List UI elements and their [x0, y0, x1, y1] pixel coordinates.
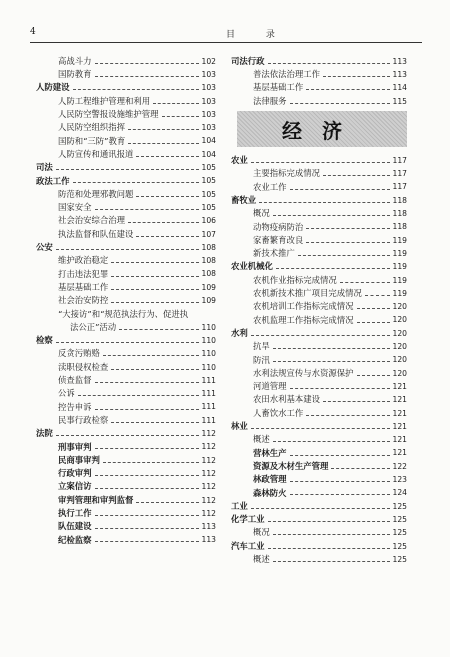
toc-leader-dots	[340, 282, 390, 283]
toc-entry-title: 防汛	[253, 354, 270, 365]
toc-entry-title: 农田水利基本建设	[253, 394, 320, 405]
toc-entry-title: 高战斗力	[58, 55, 92, 66]
toc-entry-page: 121	[392, 448, 407, 458]
toc-entry-page: 108	[201, 269, 216, 279]
toc-leader-dots	[56, 249, 199, 250]
toc-entry-page: 125	[392, 541, 407, 551]
toc-leader-dots	[290, 481, 390, 482]
toc-entry	[231, 204, 407, 217]
toc-entry-title: 农业	[231, 155, 248, 166]
toc-entry-page: 120	[392, 302, 407, 312]
toc-entry	[231, 191, 407, 204]
toc-leader-dots	[276, 268, 390, 269]
toc-entry-page: 106	[201, 216, 216, 226]
page-number: 4	[30, 27, 36, 37]
toc-entry	[231, 351, 407, 364]
toc-entry	[231, 178, 407, 191]
toc-entry-page: 117	[392, 155, 407, 165]
toc-leader-dots	[95, 63, 199, 64]
toc-entry	[36, 105, 216, 118]
toc-entry	[36, 398, 216, 411]
toc-entry	[231, 324, 407, 337]
toc-entry-title: 农业机械化	[231, 261, 273, 272]
toc-entry-title: 主要指标完成情况	[253, 168, 320, 179]
toc-leader-dots	[273, 561, 390, 562]
toc-entry-title: 基层基础工作	[253, 82, 304, 93]
toc-entry-title: 人防建设	[36, 82, 70, 93]
toc-leader-dots	[103, 462, 199, 463]
toc-entry	[36, 384, 216, 397]
toc-leader-dots	[268, 548, 390, 549]
toc-entry-page: 125	[392, 528, 407, 538]
toc-entry	[36, 65, 216, 78]
toc-leader-dots	[365, 295, 390, 296]
toc-entry-title: 汽车工业	[231, 540, 265, 551]
toc-leader-dots	[306, 89, 389, 90]
section-banner-economy	[237, 111, 407, 147]
toc-entry	[36, 212, 216, 225]
toc-leader-dots	[128, 222, 199, 223]
toc-entry	[231, 537, 407, 550]
toc-entry-page: 107	[201, 229, 216, 239]
toc-entry-title: 纪检监察	[58, 534, 92, 545]
toc-entry-page: 115	[392, 96, 407, 106]
toc-entry-page: 119	[392, 275, 407, 285]
toc-entry-title: 水利	[231, 327, 248, 338]
toc-entry	[36, 251, 216, 264]
toc-leader-dots	[298, 255, 390, 256]
toc-leader-dots	[259, 202, 389, 203]
toc-leader-dots	[136, 502, 198, 503]
toc-entry-title: 河道管理	[253, 381, 287, 392]
toc-entry	[231, 550, 407, 563]
toc-leader-dots	[273, 215, 390, 216]
toc-leader-dots	[111, 276, 198, 277]
toc-leader-dots	[306, 242, 389, 243]
toc-entry-title: 人防宣传和通讯报道	[58, 148, 134, 159]
toc-entry	[231, 92, 407, 105]
toc-entry-page: 110	[201, 349, 216, 359]
toc-entry-title: 刑事审判	[58, 441, 92, 452]
toc-entry	[36, 79, 216, 92]
toc-entry-page: 125	[392, 554, 407, 564]
toc-entry-title: 国防教育	[58, 69, 92, 80]
toc-entry	[231, 457, 407, 470]
toc-entry-title: 渎职侵权检查	[58, 361, 109, 372]
toc-entry	[231, 284, 407, 297]
toc-entry-title: 司法	[36, 162, 53, 173]
toc-entry-title: 公诉	[58, 388, 75, 399]
toc-entry-title: 林业	[231, 421, 248, 432]
toc-entry-title: 概况	[253, 527, 270, 538]
toc-entry-title: 资源及木材生产管理	[253, 460, 329, 471]
toc-entry	[36, 52, 216, 65]
toc-entry	[231, 484, 407, 497]
toc-entry-title: 社会治安综合治理	[58, 215, 125, 226]
toc-leader-dots	[119, 329, 198, 330]
toc-leader-dots	[56, 169, 199, 170]
toc-leader-dots	[128, 129, 199, 130]
header-rule	[30, 42, 422, 43]
toc-entry	[36, 464, 216, 477]
toc-entry-title: 立案信访	[58, 481, 92, 492]
toc-entry-page: 112	[201, 508, 216, 518]
toc-entry	[231, 497, 407, 510]
toc-entry	[36, 185, 216, 198]
toc-entry	[231, 52, 407, 65]
toc-entry-page: 113	[201, 522, 216, 532]
toc-entry-page: 105	[201, 189, 216, 199]
toc-entry-title: 化学工业	[231, 514, 265, 525]
toc-entry-title: 国防和“三防”教育	[58, 135, 126, 146]
toc-entry	[231, 164, 407, 177]
toc-entry-page: 110	[201, 322, 216, 332]
toc-entry	[36, 198, 216, 211]
toc-entry-title: 农机培训工作指标完成情况	[253, 301, 354, 312]
toc-entry	[36, 265, 216, 278]
toc-leader-dots	[251, 162, 390, 163]
toc-entry-page: 112	[201, 495, 216, 505]
toc-entry-page: 125	[392, 514, 407, 524]
toc-entry-page: 124	[392, 488, 407, 498]
toc-entry-title: 人畜饮水工作	[253, 407, 304, 418]
toc-entry	[36, 291, 216, 304]
toc-entry-title: 维护政治稳定	[58, 255, 109, 266]
toc-entry-page: 114	[392, 83, 407, 93]
toc-entry	[231, 337, 407, 350]
toc-entry-title: 反贪污贿赂	[58, 348, 100, 359]
toc-entry-page: 121	[392, 435, 407, 445]
toc-entry-page: 110	[201, 362, 216, 372]
toc-entry-page: 113	[201, 535, 216, 545]
toc-leader-dots	[111, 422, 198, 423]
toc-leader-dots	[290, 455, 390, 456]
toc-entry-page: 103	[201, 123, 216, 133]
toc-entry-title: 队伍建设	[58, 521, 92, 532]
toc-entry	[36, 438, 216, 451]
toc-column-right	[231, 52, 407, 563]
toc-entry-title: 森林防火	[253, 487, 287, 498]
toc-entry-page: 122	[392, 461, 407, 471]
toc-entry-title: 抗旱	[253, 341, 270, 352]
toc-entry-title: 民商事审判	[58, 454, 100, 465]
toc-entry-page: 108	[201, 256, 216, 266]
toc-leader-dots	[357, 322, 390, 323]
toc-entry-page: 111	[201, 389, 216, 399]
toc-entry	[231, 271, 407, 284]
toc-entry	[231, 231, 407, 244]
toc-leader-dots	[162, 116, 199, 117]
toc-entry	[231, 244, 407, 257]
toc-entry-page: 105	[201, 163, 216, 173]
toc-entry	[36, 451, 216, 464]
toc-entry-title: 执行工作	[58, 507, 92, 518]
toc-entry-title: 概况	[253, 208, 270, 219]
toc-leader-dots	[290, 494, 390, 495]
toc-entry-title: 国家安全	[58, 202, 92, 213]
toc-leader-dots	[95, 409, 199, 410]
toc-entry-title: 基层基础工作	[58, 281, 109, 292]
toc-entry	[36, 118, 216, 131]
toc-entry-page: 118	[392, 195, 407, 205]
toc-leader-dots	[95, 488, 199, 489]
toc-entry	[36, 331, 216, 344]
toc-entry-page: 120	[392, 328, 407, 338]
toc-entry-title: 营林生产	[253, 447, 287, 458]
toc-entry	[231, 417, 407, 430]
toc-entry	[36, 491, 216, 504]
toc-entry-title: 新技术推广	[253, 248, 295, 259]
toc-entry-title: 概述	[253, 553, 270, 564]
toc-entry-page: 119	[392, 288, 407, 298]
page-header	[30, 27, 422, 41]
toc-entry-page: 103	[201, 83, 216, 93]
toc-entry-page: 112	[201, 442, 216, 452]
toc-entry-page: 103	[201, 96, 216, 106]
toc-entry-page: 117	[392, 182, 407, 192]
toc-leader-dots	[56, 342, 199, 343]
toc-column-left	[36, 52, 216, 544]
toc-entry-title: 公安	[36, 242, 53, 253]
toc-entry-page: 121	[392, 408, 407, 418]
toc-entry	[231, 218, 407, 231]
toc-entry-page: 102	[201, 56, 216, 66]
toc-entry-title: 侦查监督	[58, 375, 92, 386]
toc-entry	[36, 238, 216, 251]
toc-entry-title: 概述	[253, 434, 270, 445]
toc-entry	[231, 444, 407, 457]
section-banner-title: 经济	[282, 118, 362, 143]
toc-entry-page: 119	[392, 235, 407, 245]
toc-entry-title: 法律服务	[253, 95, 287, 106]
toc-entry	[36, 305, 216, 318]
toc-entry	[36, 92, 216, 105]
toc-entry	[231, 65, 407, 78]
toc-entry	[231, 510, 407, 523]
toc-entry	[36, 318, 216, 331]
toc-entry	[36, 424, 216, 437]
toc-entry-title: 林政管理	[253, 474, 287, 485]
toc-entry-page: 121	[392, 421, 407, 431]
toc-entry-title: 检察	[36, 335, 53, 346]
toc-entry	[231, 151, 407, 164]
toc-leader-dots	[95, 382, 199, 383]
toc-entry	[231, 377, 407, 390]
toc-leader-dots	[136, 156, 198, 157]
toc-entry	[36, 145, 216, 158]
toc-leader-dots	[251, 428, 390, 429]
toc-entry-page: 105	[201, 202, 216, 212]
toc-leader-dots	[136, 196, 198, 197]
toc-entry-page: 104	[201, 136, 216, 146]
toc-leader-dots	[306, 415, 389, 416]
toc-leader-dots	[73, 182, 199, 183]
toc-entry	[36, 172, 216, 185]
toc-entry-page: 105	[201, 176, 216, 186]
toc-entry-page: 113	[392, 56, 407, 66]
toc-entry	[36, 478, 216, 491]
toc-leader-dots	[290, 103, 390, 104]
toc-entry-page: 125	[392, 501, 407, 511]
toc-leader-dots	[56, 435, 199, 436]
toc-entry-page: 112	[201, 455, 216, 465]
toc-entry-page: 121	[392, 381, 407, 391]
toc-leader-dots	[323, 175, 390, 176]
toc-entry-title: 家畜繁育改良	[253, 234, 304, 245]
toc-entry-title: 执法监督和队伍建设	[58, 228, 134, 239]
toc-entry-title: 控告申诉	[58, 401, 92, 412]
toc-leader-dots	[136, 236, 198, 237]
toc-leader-dots	[111, 302, 198, 303]
toc-leader-dots	[251, 508, 390, 509]
toc-entry-page: 123	[392, 475, 407, 485]
toc-section-law	[231, 52, 407, 105]
toc-entry-title: 农机监理工作指标完成情况	[253, 314, 354, 325]
toc-entry	[231, 364, 407, 377]
toc-entry-page: 112	[201, 429, 216, 439]
toc-leader-dots	[95, 209, 199, 210]
toc-entry-page: 118	[392, 209, 407, 219]
toc-entry	[231, 297, 407, 310]
toc-entry-title: 农业工作	[253, 181, 287, 192]
toc-entry-page: 111	[201, 415, 216, 425]
toc-section-economy	[231, 151, 407, 563]
toc-entry-page: 111	[201, 402, 216, 412]
toc-entry-page: 120	[392, 368, 407, 378]
toc-leader-dots	[111, 289, 198, 290]
toc-entry-page: 104	[201, 149, 216, 159]
toc-entry	[231, 391, 407, 404]
toc-entry-title: 防范和处理邪教问题	[58, 188, 134, 199]
toc-entry-page: 103	[201, 70, 216, 79]
toc-leader-dots	[273, 441, 390, 442]
toc-entry	[36, 158, 216, 171]
toc-leader-dots	[95, 475, 199, 476]
toc-leader-dots	[323, 401, 390, 402]
toc-entry-page: 119	[392, 262, 407, 272]
toc-leader-dots	[357, 375, 390, 376]
toc-entry-title: 畜牧业	[231, 194, 257, 205]
toc-entry-title: 农机新技术推广项目完成情况	[253, 288, 362, 299]
toc-entry	[231, 404, 407, 417]
toc-entry-page: 118	[392, 222, 407, 232]
toc-entry-page: 121	[392, 395, 407, 405]
toc-entry-title: 普法依法治理工作	[253, 69, 320, 80]
toc-entry-page: 109	[201, 296, 216, 306]
toc-entry	[231, 311, 407, 324]
toc-leader-dots	[73, 89, 199, 90]
toc-entry-page: 120	[392, 355, 407, 365]
toc-leader-dots	[103, 355, 199, 356]
toc-entry	[36, 517, 216, 530]
toc-leader-dots	[268, 521, 390, 522]
toc-entry-page: 103	[201, 109, 216, 119]
toc-entry-title: 工业	[231, 500, 248, 511]
toc-leader-dots	[273, 348, 390, 349]
toc-leader-dots	[153, 103, 198, 104]
toc-leader-dots	[290, 189, 390, 190]
toc-leader-dots	[128, 143, 198, 144]
toc-entry-page: 117	[392, 169, 407, 179]
toc-leader-dots	[273, 534, 390, 535]
toc-entry-page: 111	[201, 375, 216, 385]
toc-entry-title: 审判管理和审判监督	[58, 494, 134, 505]
toc-entry	[36, 225, 216, 238]
toc-leader-dots	[331, 468, 389, 469]
toc-entry	[36, 504, 216, 517]
toc-entry	[36, 132, 216, 145]
toc-entry-title: 人民防空组织指挥	[58, 122, 125, 133]
toc-leader-dots	[95, 448, 199, 449]
toc-entry-page: 120	[392, 342, 407, 352]
toc-leader-dots	[306, 228, 389, 229]
toc-leader-dots	[273, 361, 390, 362]
toc-entry-page: 108	[201, 242, 216, 252]
toc-entry	[231, 470, 407, 483]
toc-leader-dots	[78, 395, 199, 396]
toc-entry	[36, 358, 216, 371]
toc-entry-title: 法公正”活动	[70, 321, 117, 332]
toc-leader-dots	[95, 76, 199, 77]
toc-entry	[231, 79, 407, 92]
toc-entry	[36, 411, 216, 424]
toc-entry-title: 打击违法犯罪	[58, 268, 109, 279]
toc-leader-dots	[323, 76, 390, 77]
toc-entry-title: 民事行政检察	[58, 414, 109, 425]
toc-leader-dots	[357, 308, 390, 309]
toc-entry	[231, 258, 407, 271]
toc-entry-title: “大接访”和“规范执法行为、促进执	[58, 308, 189, 319]
toc-entry-page: 109	[201, 282, 216, 292]
toc-entry-title: 政法工作	[36, 175, 70, 186]
toc-leader-dots	[95, 528, 199, 529]
toc-entry-title: 人民防空警报设施维护管理	[58, 109, 159, 120]
toc-entry	[231, 524, 407, 537]
toc-entry-page: 113	[392, 70, 407, 79]
toc-entry-title: 社会治安防控	[58, 295, 109, 306]
toc-entry	[231, 430, 407, 443]
toc-leader-dots	[95, 541, 199, 542]
toc-entry-title: 人防工程维护管理和利用	[58, 95, 151, 106]
toc-leader-dots	[111, 262, 198, 263]
toc-entry-page: 112	[201, 482, 216, 492]
toc-entry-title: 动物疫病防治	[253, 221, 304, 232]
toc-entry-title: 法院	[36, 428, 53, 439]
toc-leader-dots	[268, 63, 390, 64]
toc-leader-dots	[111, 369, 198, 370]
toc-leader-dots	[95, 515, 199, 516]
toc-entry-title: 农机作业指标完成情况	[253, 274, 337, 285]
toc-leader-dots	[290, 388, 390, 389]
toc-entry-page: 119	[392, 248, 407, 258]
toc-entry-page: 112	[201, 468, 216, 478]
toc-entry-title: 司法行政	[231, 55, 265, 66]
toc-entry	[36, 345, 216, 358]
page-title: 目 录	[226, 30, 289, 40]
toc-entry	[36, 278, 216, 291]
toc-entry	[36, 531, 216, 544]
toc-entry-title: 水利法规宣传与水资源保护	[253, 367, 354, 378]
toc-entry-page: 110	[201, 335, 216, 345]
toc-leader-dots	[251, 335, 390, 336]
toc-entry	[36, 371, 216, 384]
toc-entry-page: 120	[392, 315, 407, 325]
toc-entry-title: 行政审判	[58, 468, 92, 479]
